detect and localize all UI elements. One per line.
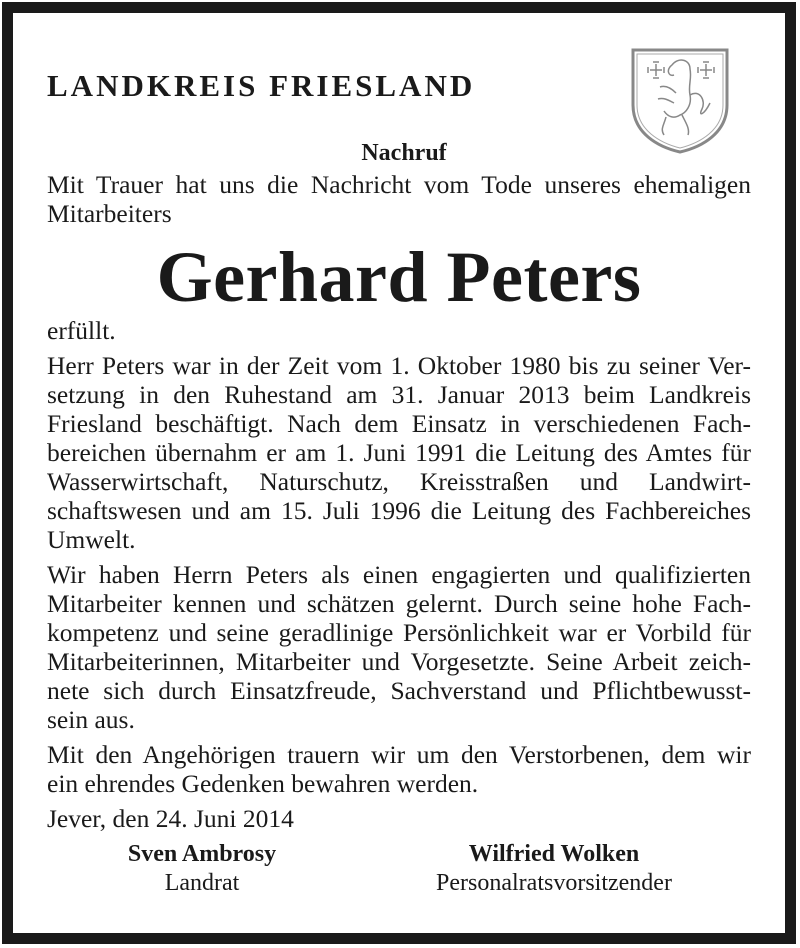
text-line: kompetenz und seine geradlinige Persönlichkeit war er Vorbild für (47, 618, 751, 647)
paragraph-career (47, 351, 751, 554)
coat-of-arms-icon (630, 45, 730, 155)
text-line: Mitarbeiterinnen, Mitarbeiter und Vorgesetzte. Seine Arbeit zeich- (47, 647, 751, 676)
text-line: nete sich durch Einsatzfreude, Sachverstand und Pflichtbewusst- (47, 676, 751, 705)
paragraph-appreciation (47, 560, 751, 734)
text-line: Friesland beschäftigt. Nach dem Einsatz in verschiedenen Fach- (47, 409, 751, 438)
after-name-text: erfüllt. (47, 316, 116, 345)
text-line: setzung in den Ruhestand am 31. Januar 2013 beim Landkreis (47, 380, 751, 409)
text-line: Mit den Angehörigen trauern wir um den Verstorbenen, dem wir (47, 740, 751, 769)
text-line: bereichen übernahm er am 1. Juni 1991 die Leitung des Amtes für (47, 438, 751, 467)
signatory (394, 840, 714, 898)
paragraph-condolence (47, 740, 751, 798)
text-line: Wir haben Herrn Peters als einen engagierten und qualifizierten (47, 560, 751, 589)
text-line: ein ehrendes Gedenken bewahren werden. (47, 769, 479, 798)
signatory-title: Landrat (164, 870, 240, 896)
text-line: Umwelt. (47, 525, 136, 554)
signatory (42, 840, 362, 898)
deceased-name: Gerhard Peters (156, 237, 642, 317)
text-line: Wasserwirtschaft, Naturschutz, Kreisstraßen und Landwirt- (47, 467, 751, 496)
text-line: Herr Peters war in der Zeit vom 1. Oktober 1980 bis zu seiner Ver- (47, 351, 751, 380)
place-date: Jever, den 24. Juni 2014 (47, 804, 294, 833)
organization-name: LANDKREIS FRIESLAND (47, 68, 476, 103)
signatory-name: Sven Ambrosy (127, 841, 277, 867)
text-line: schaftswesen und am 15. Juli 1996 die Leitung des Fachbereiches (47, 496, 751, 525)
obituary-body (47, 170, 751, 833)
text-line: Mitarbeiter kennen und schätzen gelernt. Durch seine hohe Fach- (47, 589, 751, 618)
signatory-name: Wilfried Wolken (468, 841, 640, 867)
signatory-title: Personalratsvorsitzender (436, 870, 672, 896)
intro-line: Mitarbeiters (47, 199, 172, 228)
heading-nachruf: Nachruf (361, 140, 447, 166)
text-line: sein aus. (47, 705, 135, 734)
intro-line: Mit Trauer hat uns die Nachricht vom Tode unseres ehemaligen (47, 170, 751, 199)
